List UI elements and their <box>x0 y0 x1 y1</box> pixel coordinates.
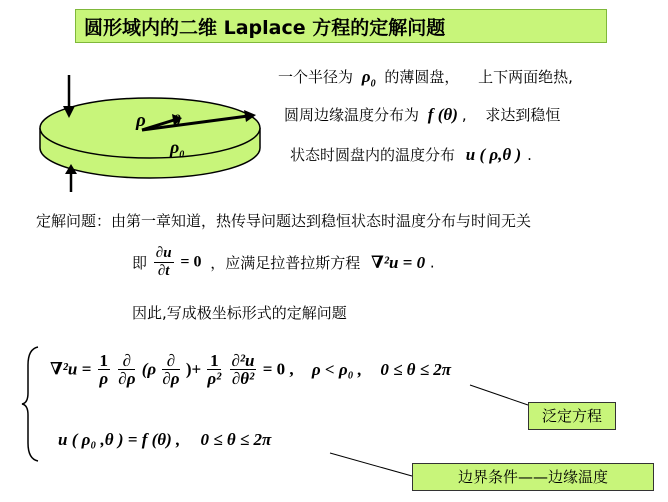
label-pde: 泛定方程 <box>528 402 616 430</box>
steady-state-line: 即 $\frac{\partial u}{\partial t}$ = 0 ，应满足拉普拉斯方程 ∇²u = 0 . <box>132 245 435 279</box>
equation-bc: u ( ρ₀ ,θ ) = f (θ) , 0 ≤ θ ≤ 2π <box>58 430 272 449</box>
theta-label: θ <box>173 113 181 129</box>
paragraph-2: 因此,写成极坐标形式的定解问题 <box>132 304 347 322</box>
label-boundary-condition: 边界条件——边缘温度 <box>412 463 654 491</box>
paragraph-1: 定解问题：由第一章知道，热传导问题达到稳恒状态时温度分布与时间无关 <box>36 212 532 230</box>
intro-line-1: 一个半径为 $\rho_0$ 的薄圆盘， 上下两面绝热, <box>278 67 573 90</box>
intro-line-2: 圆周边缘温度分布为 f (θ) , 求达到稳恒 <box>284 105 561 124</box>
equation-pde: ∇²u = $\frac{1}{\rho}$ $\frac{\partial}{\partial\rho}$ (ρ $\frac{\partial}{\partial\rho}$ )+ $\frac{1}{\text{ρ²}}$ $\frac{\text{∂²u}}{\text{∂θ²}}$ = 0 , ρ < ρ₀ , 0 ≤ θ ≤ 2π <box>50 351 452 388</box>
rho-label: ρ <box>136 110 146 131</box>
intro-line-3: 状态时圆盘内的温度分布 u ( ρ,θ ) . <box>290 145 532 164</box>
page-title: 圆形域内的二维 Laplace 方程的定解问题 <box>84 17 446 39</box>
rho0-label: $\rho_0$ <box>170 137 185 161</box>
